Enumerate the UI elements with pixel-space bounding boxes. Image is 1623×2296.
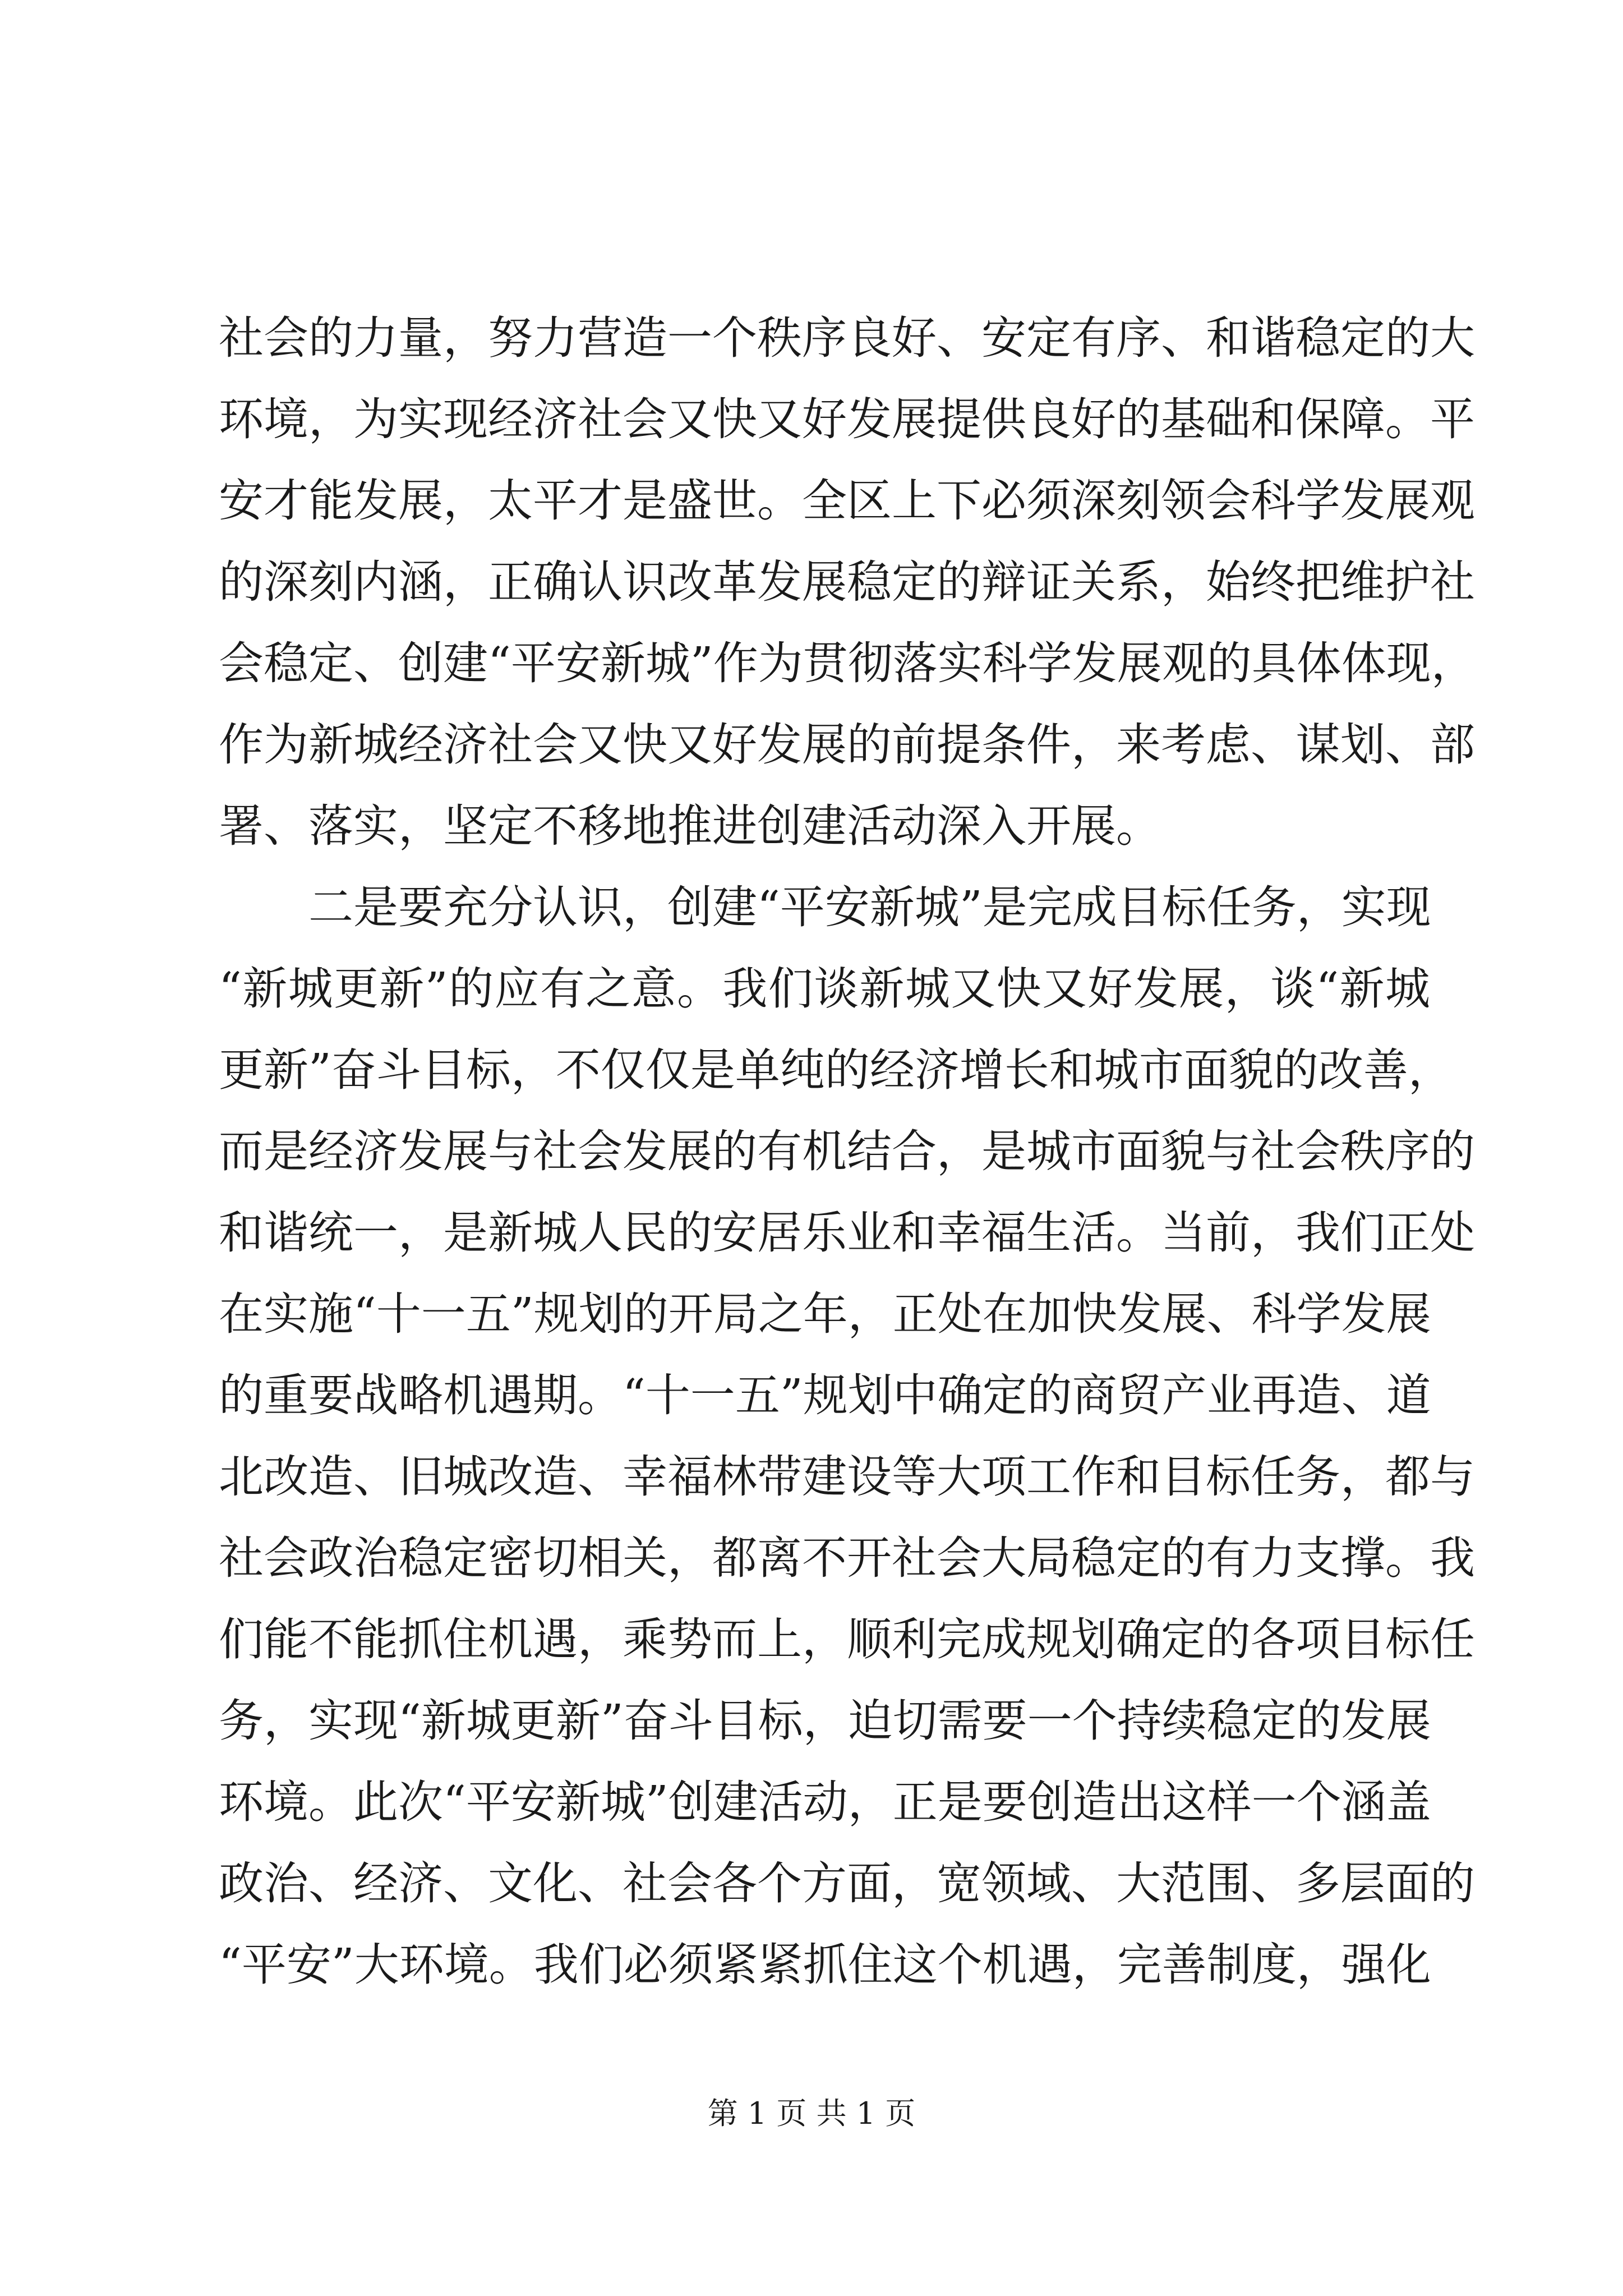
text-line: 而是经济发展与社会发展的有机结合，是城市面貌与社会秩序的 bbox=[219, 1125, 1475, 1177]
text-line: 二是要充分认识，创建“平安新城”是完成目标任务，实现 bbox=[219, 881, 1431, 933]
text-line: 署、落实，坚定不移地推进创建活动深入开展。 bbox=[219, 800, 1161, 852]
text-line: 社会的力量，努力营造一个秩序良好、安定有序、和谐稳定的大 bbox=[219, 312, 1475, 364]
document-body bbox=[219, 297, 1476, 2005]
text-line: 会稳定、创建“平安新城”作为贯彻落实科学发展观的具体体现， bbox=[219, 637, 1476, 689]
text-line: 们能不能抓住机遇，乘势而上，顺利完成规划确定的各项目标任 bbox=[219, 1613, 1475, 1665]
text-line: 和谐统一，是新城人民的安居乐业和幸福生活。当前，我们正处 bbox=[219, 1207, 1475, 1259]
text-line: 社会政治稳定密切相关，都离不开社会大局稳定的有力支撑。我 bbox=[219, 1532, 1475, 1584]
page-number: 第 1 页 共 1 页 bbox=[707, 2096, 916, 2131]
text-line: 的深刻内涵，正确认识改革发展稳定的辩证关系，始终把维护社 bbox=[219, 556, 1475, 608]
text-line: 更新”奋斗目标，不仅仅是单纯的经济增长和城市面貌的改善， bbox=[219, 1044, 1453, 1096]
text-line: 安才能发展，太平才是盛世。全区上下必须深刻领会科学发展观 bbox=[219, 475, 1475, 527]
text-line: 政治、经济、文化、社会各个方面，宽领域、大范围、多层面的 bbox=[219, 1857, 1475, 1910]
page-footer bbox=[0, 2090, 1623, 2133]
text-line: “平安”大环境。我们必须紧紧抓住这个机遇，完善制度，强化 bbox=[219, 1939, 1431, 1991]
text-line: 的重要战略机遇期。“十一五”规划中确定的商贸产业再造、道 bbox=[219, 1369, 1431, 1421]
text-line: 环境，为实现经济社会又快又好发展提供良好的基础和保障。平 bbox=[219, 393, 1475, 445]
text-line: “新城更新”的应有之意。我们谈新城又快又好发展，谈“新城 bbox=[219, 963, 1430, 1015]
text-line: 在实施“十一五”规划的开局之年，正处在加快发展、科学发展 bbox=[219, 1288, 1431, 1340]
text-line: 环境。此次“平安新城”创建活动，正是要创造出这样一个涵盖 bbox=[219, 1776, 1431, 1828]
text-line: 北改造、旧城改造、幸福林带建设等大项工作和目标任务，都与 bbox=[219, 1451, 1475, 1503]
text-line: 作为新城经济社会又快又好发展的前提条件，来考虑、谋划、部 bbox=[219, 719, 1475, 771]
text-line: 务，实现“新城更新”奋斗目标，迫切需要一个持续稳定的发展 bbox=[219, 1695, 1431, 1747]
